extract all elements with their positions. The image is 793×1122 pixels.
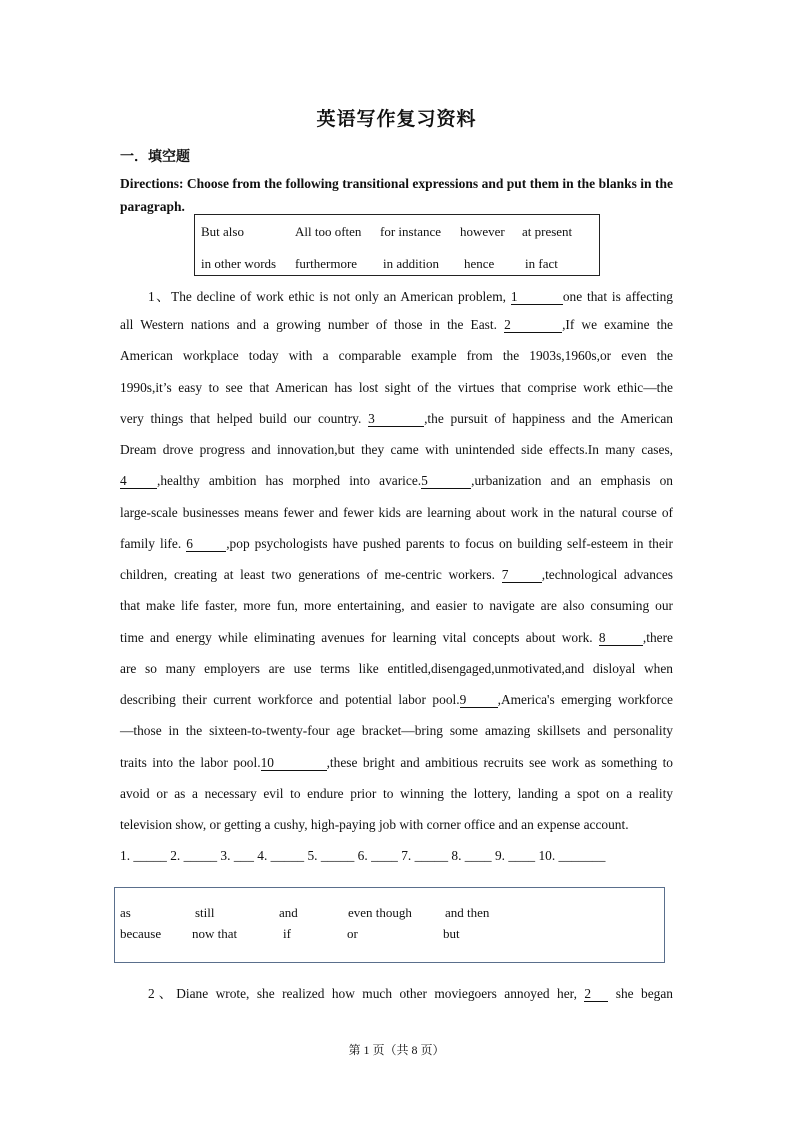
- answer-blank[interactable]: 5: [421, 473, 471, 489]
- word-bank-item: furthermore: [295, 256, 358, 271]
- answer-blank[interactable]: 9: [460, 692, 498, 708]
- section-heading: 一．填空题: [120, 150, 190, 165]
- page-footer: 第 1 页（共 8 页）: [348, 1043, 445, 1057]
- paragraph-line: 4 ,healthy ambition has morphed into avarice.5 ,urbanization and an emphasis on: [120, 473, 673, 488]
- word-bank-item: however: [460, 224, 505, 239]
- word-bank-item: But also: [201, 224, 244, 239]
- paragraph-line: American workplace today with a comparable example from the 1903s,1960s,or even the: [120, 348, 673, 363]
- directions-text: Directions: Choose from the following transitional expressions and put them in the blanks in the paragraph.: [120, 176, 673, 214]
- paragraph-line: 2、Diane wrote, she realized how much other moviegoers annoyed her, 2 she began: [148, 986, 673, 1001]
- paragraph-line: television show, or getting a cushy, high-paying job with corner office and an expense account.: [120, 817, 629, 832]
- paragraph-line: describing their current workforce and potential labor pool.9 ,America's emerging workforce: [120, 692, 674, 707]
- answer-line[interactable]: 1. _____ 2. _____ 3. ___ 4. _____ 5. _____ 6. ____ 7. _____ 8. ____ 9. ____ 10. _______: [120, 848, 606, 863]
- answer-blank[interactable]: 2: [584, 986, 608, 1002]
- word-bank-item: for instance: [380, 224, 442, 239]
- word-bank-item: as: [120, 905, 131, 920]
- paragraph-line: children, creating at least two generations of me-centric workers. 7 ,technological advances: [120, 567, 674, 582]
- paragraph-line: large-scale businesses means fewer and fewer kids are learning about work in the natural course of: [120, 505, 673, 520]
- word-bank-item: and then: [445, 905, 490, 920]
- paragraph-line: very things that helped build our country. 3 ,the pursuit of happiness and the American: [120, 411, 673, 426]
- answer-blank[interactable]: 2: [504, 317, 562, 333]
- word-bank-item: or: [347, 926, 358, 941]
- answer-blank[interactable]: 1: [511, 289, 563, 305]
- word-bank-item: at present: [522, 224, 573, 239]
- answer-blank[interactable]: 7: [502, 567, 542, 583]
- paragraph-line: traits into the labor pool.10 ,these bright and ambitious recruits see work as something to: [120, 755, 674, 770]
- page-title: 英语写作复习资料: [316, 109, 477, 130]
- word-bank-item: in fact: [525, 256, 558, 271]
- paragraph-line: avoid or as a necessary evil to endure prior to winning the lottery, landing a spot on a reality: [120, 786, 673, 801]
- paragraph-line: Dream drove progress and innovation,but they came with unintended side effects.In many cases,: [120, 442, 673, 457]
- word-bank-item: in addition: [383, 256, 439, 271]
- answer-blank[interactable]: 6: [186, 536, 226, 552]
- paragraph-line: family life. 6 ,pop psychologists have pushed parents to focus on building self-esteem in their: [120, 536, 674, 551]
- word-bank-item: because: [120, 926, 162, 941]
- word-bank-item: but: [443, 926, 460, 941]
- word-bank-box-2: [114, 887, 665, 963]
- paragraph-line: are so many employers are use terms like entitled,disengaged,unmotivated,and disloyal when: [120, 661, 673, 676]
- word-bank-box-1: [194, 214, 600, 276]
- answer-blank[interactable]: 3: [368, 411, 424, 427]
- answer-blank[interactable]: 4: [120, 473, 157, 489]
- word-bank-item: in other words: [201, 256, 277, 271]
- answer-blank[interactable]: 10: [261, 755, 327, 771]
- word-bank-item: hence: [464, 256, 495, 271]
- word-bank-item: if: [283, 926, 291, 941]
- word-bank-item: All too often: [295, 224, 362, 239]
- word-bank-item: now that: [192, 926, 238, 941]
- paragraph-line: time and energy while eliminating avenues for learning vital concepts about work. 8 ,there: [120, 630, 673, 645]
- word-bank-item: even though: [348, 905, 412, 920]
- paragraph-line: all Western nations and a growing number of those in the East. 2 ,If we examine the: [120, 317, 673, 332]
- paragraph-line: that make life faster, more fun, more entertaining, and easier to navigate are also consuming our: [120, 598, 673, 613]
- paragraph-line: 1990s,it’s easy to see that American has lost sight of the virtues that comprise work ethic—the: [120, 380, 673, 395]
- answer-blank[interactable]: 8: [599, 630, 643, 646]
- word-bank-item: and: [279, 905, 298, 920]
- paragraph-line: 1、The decline of work ethic is not only an American problem, 1 one that is affecting: [148, 289, 673, 304]
- word-bank-item: still: [195, 905, 215, 920]
- paragraph-line: —those in the sixteen-to-twenty-four age bracket—bring some amazing skillsets and personality: [120, 723, 673, 738]
